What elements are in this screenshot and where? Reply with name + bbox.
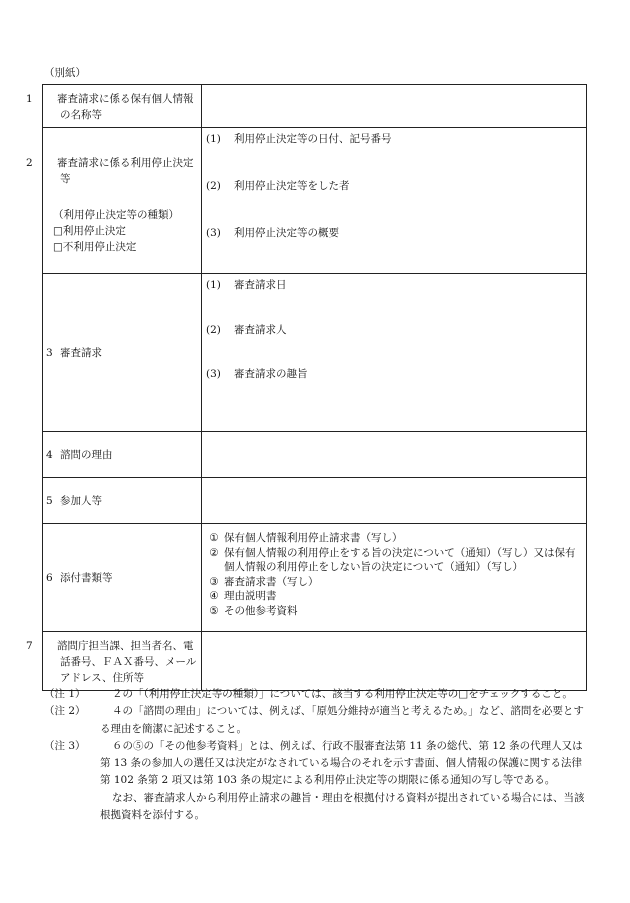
row-7 <box>43 632 587 691</box>
row-5-number: 5 <box>46 494 53 507</box>
row-2-value-cell <box>202 128 587 274</box>
attachment-item: ③ 審査請求書（写し） <box>209 575 319 588</box>
row-2-item-3: (3) 利用停止決定等の概要 <box>206 227 339 239</box>
row-3-number: 3 <box>46 346 53 359</box>
note-2: （注 2） ４の「諮問の理由」については、例えば、「原処分維持が適当と考えるため。」など、諮問を必要とする理由を簡潔に記述すること。 <box>44 705 584 735</box>
row-7-number: 7 <box>26 640 33 652</box>
note-3: （注 3） ６の⑤の「その他参考資料」とは、例えば、行政不服審査法第 11 条の総代、第 12 条の代理人又は第 13 条の参加人の選任又は決定がなされている場合のそれを示す書面、個人情報の保護に関する法律第 102 条第 2 項又は第 103 条の規定による利用停止決定等の期限に係る通知の写し等である。 <box>44 739 583 787</box>
row-4 <box>43 432 587 478</box>
row-5 <box>43 478 587 524</box>
row-2-item-1: (1) 利用停止決定等の日付、記号番号 <box>206 133 392 145</box>
note-1: （注 1） ２の「（利用停止決定等の種類）」については、該当する利用停止決定等の□をチェックすること。 <box>44 688 573 700</box>
decision-type-heading: （利用停止決定等の種類） <box>53 209 179 221</box>
notes-section <box>44 686 590 824</box>
checkbox-usage-stop[interactable]: □利用停止決定 <box>53 225 126 237</box>
row-3 <box>43 274 587 432</box>
row-4-label: 諮問の理由 <box>60 448 113 461</box>
row-1-value-cell <box>202 85 587 128</box>
checkbox-non-usage-stop[interactable]: □不利用停止決定 <box>53 241 137 253</box>
row-4-number: 4 <box>46 448 53 461</box>
row-4-value-cell <box>202 432 587 478</box>
row-5-label: 参加人等 <box>60 494 102 507</box>
row-3-label: 審査請求 <box>60 346 102 359</box>
row-3-item-2: (2) 審査請求人 <box>206 324 287 336</box>
row-6 <box>43 524 587 632</box>
row-2-label: 審査請求に係る利用停止決定等 <box>57 157 194 185</box>
row-1 <box>43 85 587 128</box>
decision-type-group <box>43 207 201 255</box>
row-6-label-cell <box>43 524 202 632</box>
form-table <box>26 84 587 691</box>
row-5-value-cell <box>202 478 587 524</box>
row-2-number: 2 <box>26 157 33 169</box>
attachment-item: ⑤ その他参考資料 <box>209 604 298 617</box>
row-2-label-cell <box>26 128 202 274</box>
row-3-item-3: (3) 審査請求の趣旨 <box>206 368 308 380</box>
row-3-item-1: (1) 審査請求日 <box>206 279 287 291</box>
attachment-label: （別紙） <box>44 67 86 79</box>
attachment-item: ① 保有個人情報利用停止請求書（写し） <box>209 532 403 544</box>
attachment-item: ④ 理由説明書 <box>209 590 277 602</box>
row-6-value-cell <box>202 524 587 632</box>
row-1-number: 1 <box>26 93 33 105</box>
row-3-value-cell <box>202 274 587 432</box>
row-7-value-cell <box>202 632 587 691</box>
row-1-label-cell <box>26 85 202 128</box>
row-6-number: 6 <box>46 571 53 584</box>
row-3-label-cell <box>43 274 202 432</box>
row-6-label: 添付書類等 <box>60 571 113 584</box>
row-7-label-cell <box>26 632 202 691</box>
attachment-item: ② 保有個人情報の利用停止をする旨の決定について（通知）（写し）又は保有個人情報の利用停止をしない旨の決定について（通知）（写し） <box>209 546 576 573</box>
row-7-label: 諮問庁担当課、担当者名、電話番号、ＦＡＸ番号、メールアドレス、住所等 <box>57 640 197 684</box>
row-2 <box>43 128 587 274</box>
note-3-supplement: なお、審査請求人から利用停止請求の趣旨・理由を根拠付ける資料が提出されている場合には、当該根拠資料を添付する。 <box>100 791 585 822</box>
row-1-label: 審査請求に係る保有個人情報の名称等 <box>57 93 194 121</box>
row-4-label-cell <box>43 432 202 478</box>
row-5-label-cell <box>43 478 202 524</box>
row-2-item-2: (2) 利用停止決定等をした者 <box>206 180 350 192</box>
